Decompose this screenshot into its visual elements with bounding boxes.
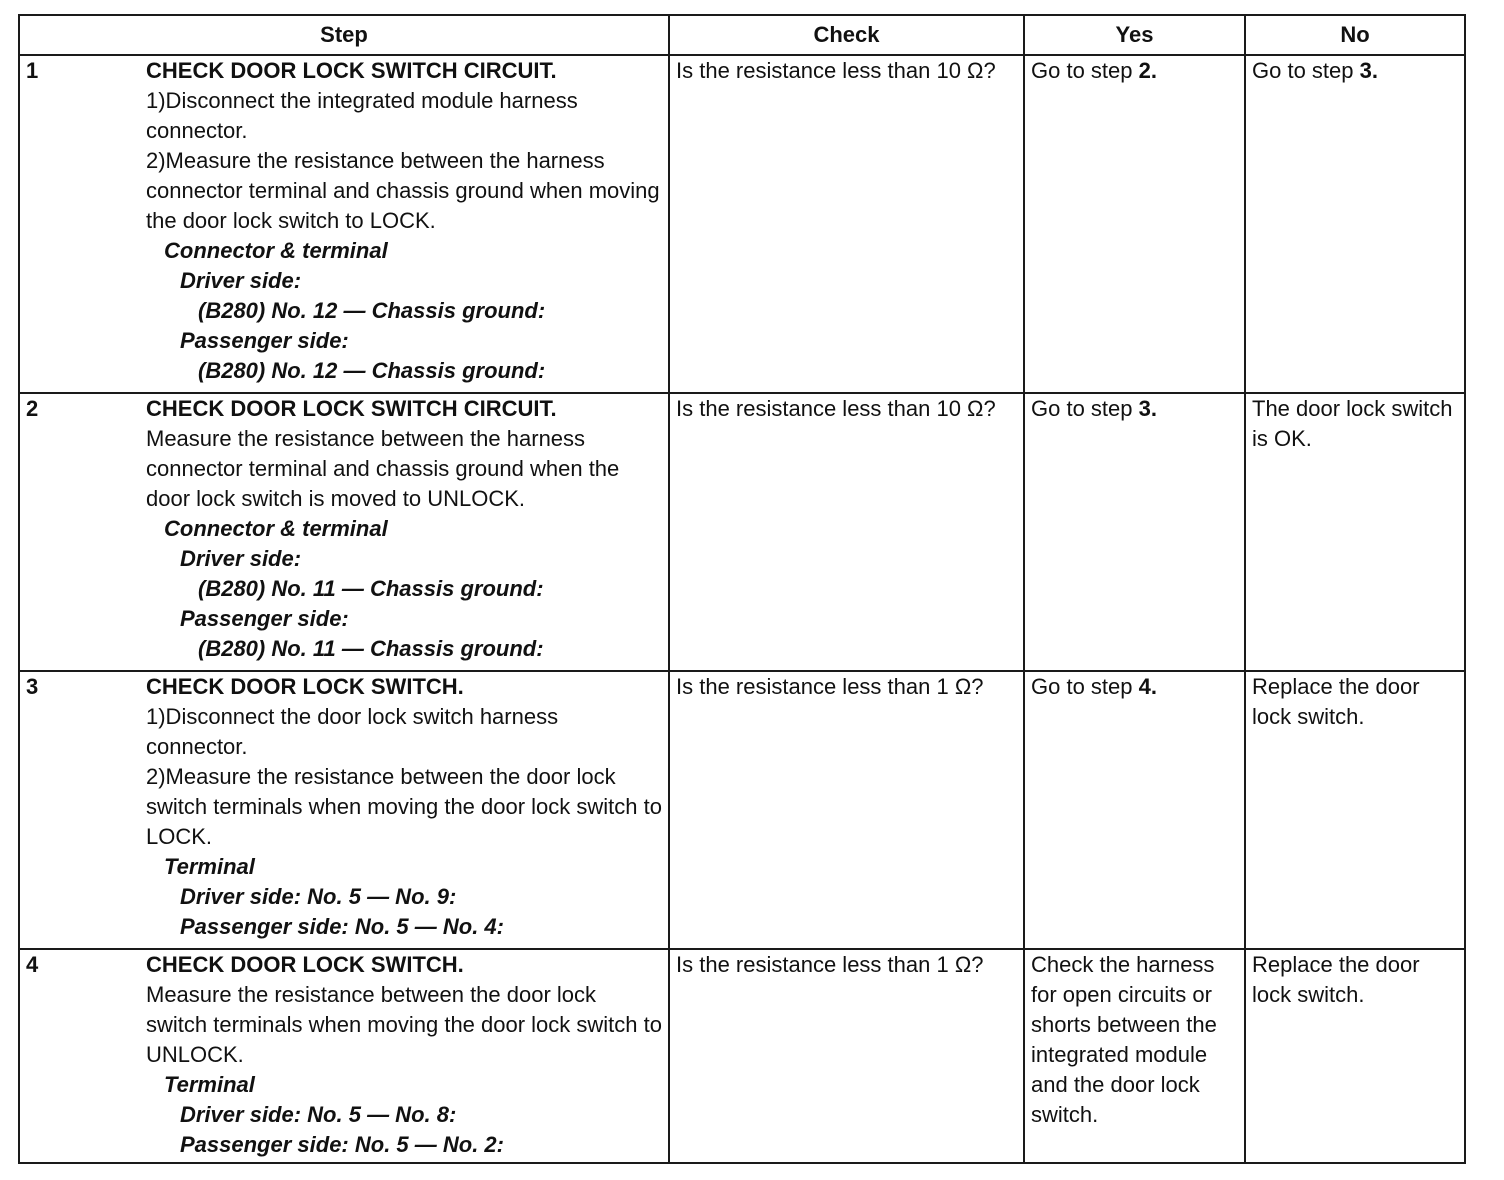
- yes-prefix: Go to step: [1031, 58, 1139, 83]
- spec-heading: Connector & terminal: [164, 516, 388, 541]
- diagnostic-table: [18, 14, 1466, 1164]
- step-instruction: 1)Disconnect the door lock switch harness connector.: [146, 704, 559, 759]
- yes-prefix: Go to step: [1031, 674, 1139, 699]
- yes-step-ref: 2.: [1138, 58, 1157, 83]
- yes-step-ref: 3.: [1138, 396, 1157, 421]
- spec-passenger-side: Passenger side:: [180, 606, 349, 631]
- spec-passenger-value: (B280) No. 11 — Chassis ground:: [198, 636, 544, 661]
- step-instruction: 2)Measure the resistance between the harness connector terminal and chassis ground when moving the door lock switch to LOCK.: [146, 148, 660, 233]
- step-cell: [19, 55, 669, 393]
- step-instruction: 2)Measure the resistance between the door lock switch terminals when moving the door lock switch to LOCK.: [146, 764, 662, 849]
- check-cell: Is the resistance less than 1 Ω?: [669, 949, 1024, 1163]
- check-cell: Is the resistance less than 10 Ω?: [669, 393, 1024, 671]
- yes-cell: [1024, 671, 1245, 949]
- step-instruction: 1)Disconnect the integrated module harness connector.: [146, 88, 578, 143]
- spec-driver-terminal: Driver side: No. 5 — No. 8:: [180, 1102, 457, 1127]
- spec-heading: Terminal: [164, 1072, 255, 1097]
- no-prefix: Go to step: [1252, 58, 1360, 83]
- spec-driver-side: Driver side:: [180, 546, 302, 571]
- spec-driver-value: (B280) No. 11 — Chassis ground:: [198, 576, 544, 601]
- step-number: 3: [26, 674, 39, 699]
- check-cell: Is the resistance less than 10 Ω?: [669, 55, 1024, 393]
- step-title: CHECK DOOR LOCK SWITCH CIRCUIT.: [146, 396, 557, 421]
- spec-heading: Terminal: [164, 854, 255, 879]
- step-instruction: Measure the resistance between the harness connector terminal and chassis ground when the door lock switch is moved to UNLOCK.: [146, 426, 620, 511]
- table-header-row: [19, 15, 1465, 55]
- step-number: 1: [26, 58, 39, 83]
- yes-cell: [1024, 55, 1245, 393]
- check-cell: Is the resistance less than 1 Ω?: [669, 671, 1024, 949]
- spec-driver-terminal: Driver side: No. 5 — No. 9:: [180, 884, 457, 909]
- header-step: Step: [19, 15, 669, 55]
- step-cell: [19, 393, 669, 671]
- spec-heading: Connector & terminal: [164, 238, 388, 263]
- no-step-ref: 3.: [1359, 58, 1378, 83]
- yes-cell: [1024, 393, 1245, 671]
- header-yes: Yes: [1024, 15, 1245, 55]
- spec-passenger-terminal: Passenger side: No. 5 — No. 2:: [180, 1132, 504, 1157]
- yes-step-ref: 4.: [1138, 674, 1157, 699]
- step-title: CHECK DOOR LOCK SWITCH.: [146, 952, 464, 977]
- table-row: [19, 671, 1465, 949]
- step-number: 2: [26, 396, 39, 421]
- table-row: [19, 949, 1465, 1163]
- header-no: No: [1245, 15, 1465, 55]
- spec-driver-side: Driver side:: [180, 268, 302, 293]
- no-cell: [1245, 55, 1465, 393]
- spec-passenger-side: Passenger side:: [180, 328, 349, 353]
- yes-prefix: Go to step: [1031, 396, 1139, 421]
- header-check: Check: [669, 15, 1024, 55]
- yes-cell: Check the harness for open circuits or shorts between the integrated module and the door lock switch.: [1024, 949, 1245, 1163]
- table-row: [19, 55, 1465, 393]
- spec-driver-value: (B280) No. 12 — Chassis ground:: [198, 298, 546, 323]
- step-instruction: Measure the resistance between the door lock switch terminals when moving the door lock switch to UNLOCK.: [146, 982, 662, 1067]
- table-row: [19, 393, 1465, 671]
- spec-passenger-value: (B280) No. 12 — Chassis ground:: [198, 358, 546, 383]
- step-cell: [19, 949, 669, 1163]
- no-cell: Replace the door lock switch.: [1245, 671, 1465, 949]
- step-cell: [19, 671, 669, 949]
- no-cell: Replace the door lock switch.: [1245, 949, 1465, 1163]
- no-cell: The door lock switch is OK.: [1245, 393, 1465, 671]
- step-title: CHECK DOOR LOCK SWITCH.: [146, 674, 464, 699]
- step-title: CHECK DOOR LOCK SWITCH CIRCUIT.: [146, 58, 557, 83]
- spec-passenger-terminal: Passenger side: No. 5 — No. 4:: [180, 914, 504, 939]
- step-number: 4: [26, 952, 39, 977]
